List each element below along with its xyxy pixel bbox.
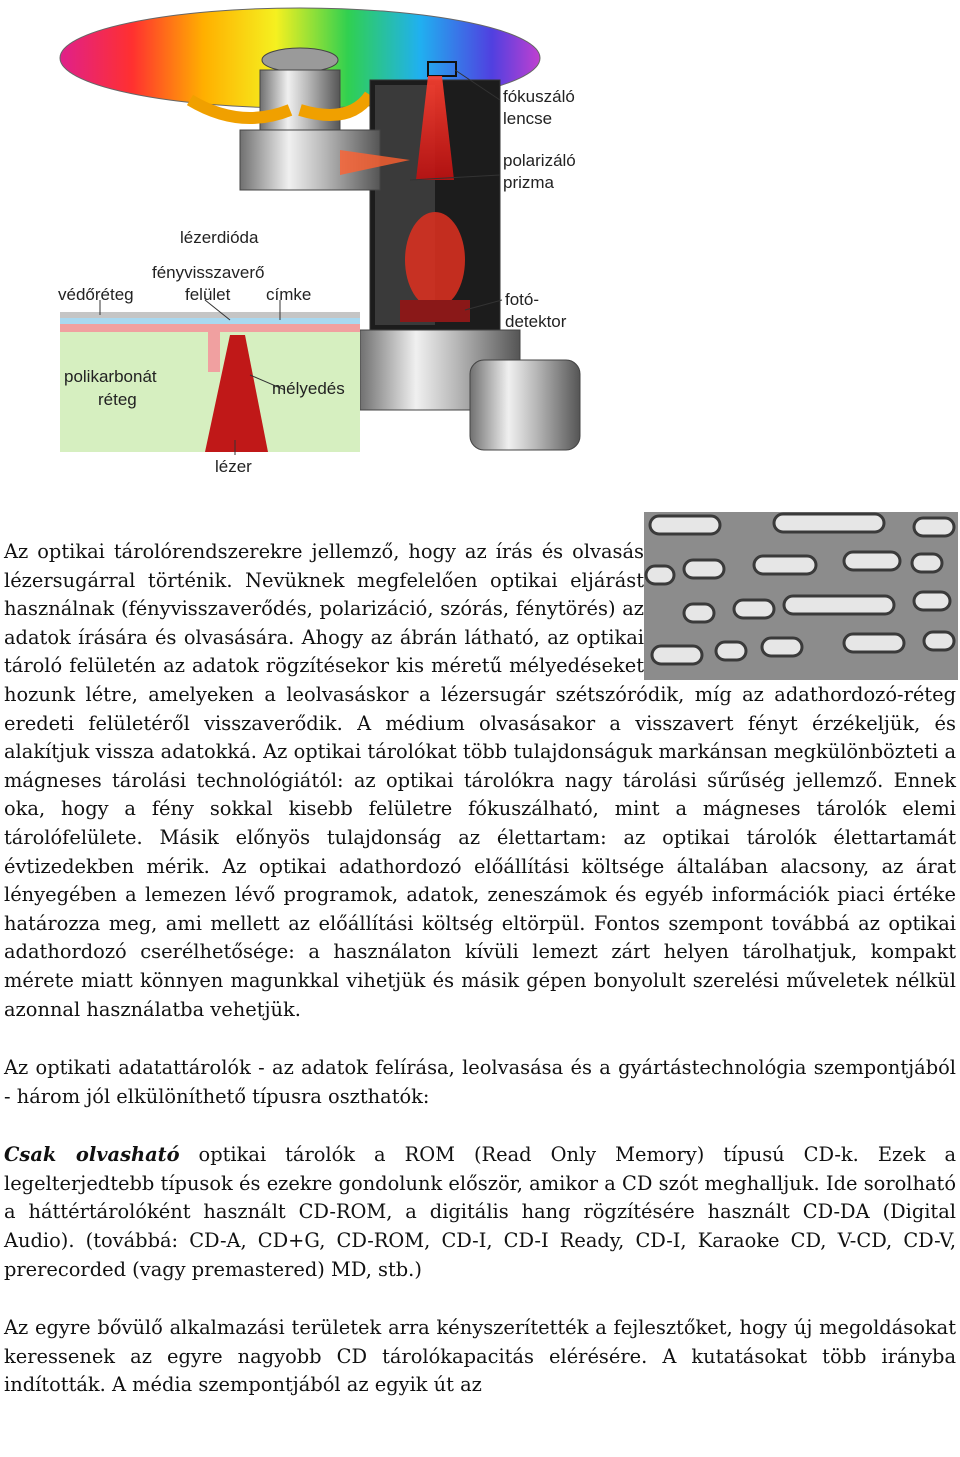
label-polarizing-prism-1: polarizáló xyxy=(503,151,576,170)
pits-float-spacer xyxy=(644,510,956,656)
paragraph-3-rest: optikai tárolók a ROM (Read Only Memory) típusú CD-k. Ezek a legelterjedtebb típusok és ezekre gondolunk először, amikor a CD szót meghalljuk. Ide sorolható a háttértárolóként használt CD-ROM, a digitális hang rögzítésére használt CD-DA (Digital Audio). (továbbá: CD-A, CD+G, CD-ROM, CD-I, CD-I Ready, CD-I, Karaoke CD, V-CD, CD-V, prerecorded (vagy premastered) MD, stb.) xyxy=(4,1143,957,1281)
pit-shape xyxy=(208,332,220,372)
lower-motor xyxy=(470,360,580,450)
label-reflective-2: felület xyxy=(185,285,231,304)
optical-drive-svg xyxy=(40,0,600,480)
label-laser-diode: lézerdióda xyxy=(180,228,259,247)
label-polarizing-prism-2: prizma xyxy=(503,173,555,192)
label-photo-detector-1: fotó- xyxy=(505,290,540,309)
label-polycarbonate-2: réteg xyxy=(98,390,137,409)
label-polycarbonate-1: polikarbonát xyxy=(64,367,157,386)
paragraph-4: Az egyre bővülő alkalmazási területek arra kényszerítették a fejlesztőket, hogy új megoldásokat keressenek az egyre nagyobb CD tárolókapacitás elérésére. A kutatásokat több irányba indították. A média szempontjából az egyik út az xyxy=(4,1316,956,1397)
label-protective-layer: védőréteg xyxy=(58,285,134,304)
label-focus-lens-2: lencse xyxy=(503,109,553,128)
protective-layer xyxy=(60,312,360,318)
reflective-layer xyxy=(60,324,360,332)
disc-hub xyxy=(262,48,338,72)
body-text xyxy=(4,538,956,1400)
label-reflective-1: fényvisszaverő xyxy=(152,263,265,282)
paragraph-1: Az optikai tárolórendszerekre jellemző, hogy az írás és olvasás lézersugárral történik. Nevüknek megfelelően optikai eljárást használnak (fényvisszaverődés, polarizáció, szórás, fénytörés) az adatok írására és olvasására. Ahogy az ábrán látható, az optikai tároló felületén az adatok rögzítésekor kis méretű mélyedéseket hozunk létre, amelyeken a leolvasáskor a lézersugár szétszóródik, míg az adathordozó-réteg eredeti felületéről visszaverődik. A médium olvasásakor a visszavert fényt érzékeljük, és alakítjuk vissza adatokká. Az optikai tárolókat több tulajdonságuk markánsan megkülönbözteti a mágneses tárolási technológiától: az optikai tárolókra nagy tárolási sűrűség jellemző. Ennek oka, hogy a fény sokkal kisebb felületre fókuszálható, mint a mágneses tárolók elemi tárolófelülete. Másik előnyös tulajdonság az élettartam: az optikai tárolók élettartamát évtizedekben mérik. Az optikai adathordozó előállítási költsége általában alacsony, az árat lényegében a lemezen lévő programok, adatok, zeneszámok és egyéb információk piaci értéke határozza meg, ami mellett az előállítási költség eltörpül. Fontos szempont továbbá az optikai adathordozó cserélhetősége: a használaton kívüli lemezt zárt helyen tárolhatjuk, kompakt mérete miatt könnyen magunkkal vihetjük és másik gépen bonyolult szerelési műveletek nélkül azonnal használatba vehetjük. xyxy=(4,540,956,1021)
paragraph-2: Az optikati adatattárolók - az adatok felírása, leolvasása és a gyártástechnológia szempontjából - három jól elkülöníthető típusra oszthatók: xyxy=(4,1056,956,1108)
paragraph-3 xyxy=(4,1141,956,1284)
read-only-term: Csak olvasható xyxy=(4,1143,180,1167)
label-pit: mélyedés xyxy=(272,379,345,398)
label-laser: lézer xyxy=(215,457,252,476)
label-label: címke xyxy=(266,285,312,304)
label-focus-lens-1: fókuszáló xyxy=(503,87,575,106)
optical-drive-diagram xyxy=(40,0,600,480)
label-photo-detector-2: detektor xyxy=(505,312,567,331)
label-layer xyxy=(60,318,360,324)
